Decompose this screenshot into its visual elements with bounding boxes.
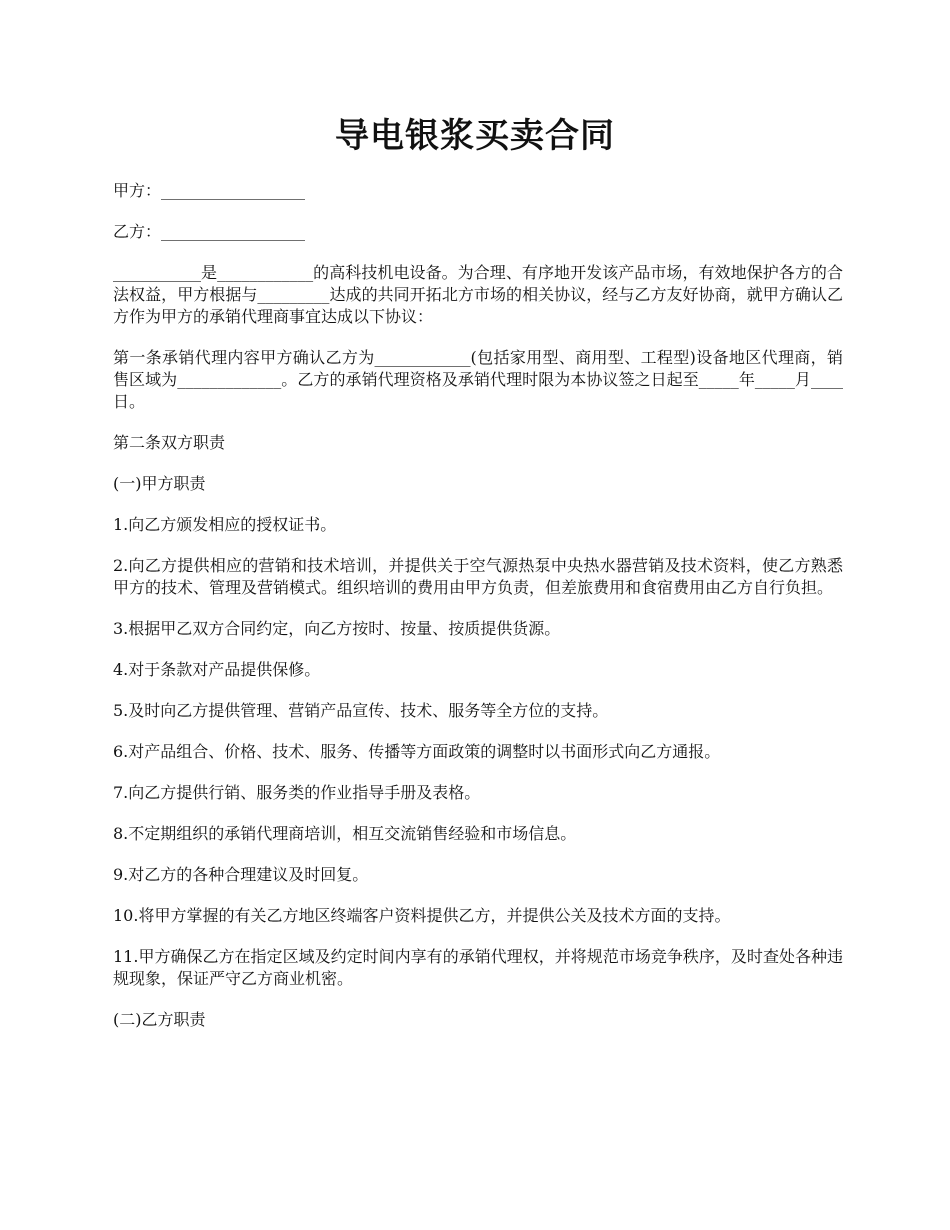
article-1-paragraph: 第一条承销代理内容甲方确认乙方为____________(包括家用型、商用型、工程型)设备地区代理商，销售区域为_____________。乙方的承销代理资格及承销代理时限为本协议签之日起至_____年_____月____日。 bbox=[113, 348, 843, 411]
duty-item-7: 7.向乙方提供行销、服务类的作业指导手册及表格。 bbox=[113, 783, 481, 802]
duty-item-11: 11.甲方确保乙方在指定区域及约定时间内享有的承销代理权，并将规范市场竞争秩序，及时查处各种违规现象，保证严守乙方商业机密。 bbox=[113, 947, 843, 988]
document-title: 导电银浆买卖合同 bbox=[335, 116, 615, 156]
party-b-line: 乙方：__________________ bbox=[113, 222, 306, 241]
duty-item-4: 4.对于条款对产品提供保修。 bbox=[113, 660, 321, 679]
duty-item-8: 8.不定期组织的承销代理商培训，相互交流销售经验和市场信息。 bbox=[113, 824, 577, 843]
duty-item-5: 5.及时向乙方提供管理、营销产品宣传、技术、服务等全方位的支持。 bbox=[113, 701, 609, 720]
duty-item-1: 1.向乙方颁发相应的授权证书。 bbox=[113, 515, 337, 534]
preamble-paragraph: ___________是____________的高科技机电设备。为合理、有序地开发该产品市场，有效地保护各方的合法权益，甲方根据与_________达成的共同开拓北方市场的相关协议，经与乙方友好协商，就甲方确认乙方作为甲方的承销代理商事宜达成以下协议： bbox=[113, 263, 843, 326]
duty-item-9: 9.对乙方的各种合理建议及时回复。 bbox=[113, 865, 369, 884]
article-2-heading: 第二条双方职责 bbox=[113, 433, 226, 452]
party-a-line: 甲方：__________________ bbox=[113, 181, 306, 200]
duty-item-2: 2.向乙方提供相应的营销和技术培训，并提供关于空气源热泵中央热水器营销及技术资料，使乙方熟悉甲方的技术、管理及营销模式。组织培训的费用由甲方负责，但差旅费用和食宿费用由乙方自行负担。 bbox=[113, 556, 843, 597]
duty-item-6: 6.对产品组合、价格、技术、服务、传播等方面政策的调整时以书面形式向乙方通报。 bbox=[113, 742, 721, 761]
duty-item-10: 10.将甲方掌握的有关乙方地区终端客户资料提供乙方，并提供公关及技术方面的支持。 bbox=[113, 906, 731, 925]
duty-item-3: 3.根据甲乙双方合同约定，向乙方按时、按量、按质提供货源。 bbox=[113, 619, 561, 638]
document-body bbox=[113, 180, 843, 1050]
party-a-duties-heading: (一)甲方职责 bbox=[113, 474, 206, 493]
party-b-duties-heading: (二)乙方职责 bbox=[113, 1010, 206, 1029]
